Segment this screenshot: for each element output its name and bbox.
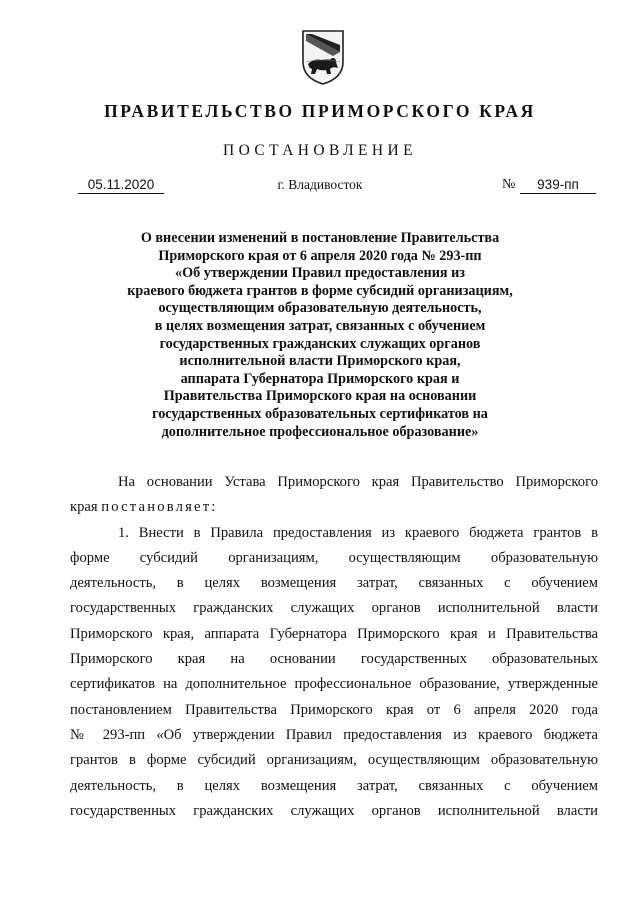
document-type: ПОСТАНОВЛЕНИЕ	[223, 142, 417, 159]
title-line: осуществляющим образовательную деятельность,	[158, 300, 482, 317]
body-line: деятельность, в целях возмещения затрат, связанных с обучением	[70, 575, 598, 592]
body-line: 1. Внести в Правила предоставления из краевого бюджета грантов в	[118, 524, 598, 541]
title-line: в целях возмещения затрат, связанных с обучением	[154, 317, 486, 334]
title-line: О внесении изменений в постановление Правительства	[140, 230, 500, 246]
resolution-keyword: постановляет:	[101, 499, 218, 516]
number-label: №	[502, 177, 516, 192]
body-line: № 293-пп «Об утверждении Правил предоставления из краевого бюджета	[70, 726, 598, 743]
body-line: На основании Устава Приморского края Правительство Приморского	[118, 474, 598, 490]
title-line: Приморского края от 6 апреля 2020 года № 293-пп	[158, 247, 482, 264]
title-line: государственных образовательных сертификатов на	[152, 405, 488, 422]
title-line: исполнительной власти Приморского края,	[179, 353, 461, 370]
document-date: 05.11.2020	[78, 176, 164, 194]
body-line	[70, 495, 598, 520]
body-line: Приморского края на основании государственных образовательных	[70, 651, 598, 668]
body-text: края	[70, 499, 102, 516]
body-line: Приморского края, аппарата Губернатора Приморского края и Правительства	[70, 625, 598, 642]
organization-name: ПРАВИТЕЛЬСТВО ПРИМОРСКОГО КРАЯ	[104, 101, 536, 121]
body-line: государственных гражданских служащих органов исполнительной власти	[70, 802, 598, 819]
body-line: государственных гражданских служащих органов исполнительной власти	[70, 600, 598, 617]
title-line: дополнительное профессиональное образование»	[161, 423, 479, 440]
body-line: постановлением Правительства Приморского края от 6 апреля 2020 года	[70, 701, 598, 718]
title-line: Правительства Приморского края на основании	[163, 388, 477, 405]
document-title	[100, 230, 540, 441]
title-line: «Об утверждении Правил предоставления из	[174, 265, 466, 282]
title-line: краевого бюджета грантов в форме субсидий организациям,	[127, 282, 513, 299]
body-line: грантов в форме субсидий организациям, осуществляющим образовательную	[70, 752, 598, 769]
document-body	[70, 470, 598, 824]
title-line: государственных гражданских служащих органов	[159, 335, 481, 352]
document-city: г. Владивосток	[277, 177, 363, 192]
body-line: форме субсидий организациям, осуществляющим образовательную	[70, 549, 598, 566]
document-number: 939-пп	[520, 176, 596, 194]
coat-of-arms-icon	[300, 28, 346, 86]
body-line: сертификатов на дополнительное профессиональное образование, утвержденные	[70, 676, 598, 693]
body-line: деятельность, в целях возмещения затрат, связанных с обучением	[70, 777, 598, 794]
title-line: аппарата Губернатора Приморского края и	[180, 370, 460, 387]
